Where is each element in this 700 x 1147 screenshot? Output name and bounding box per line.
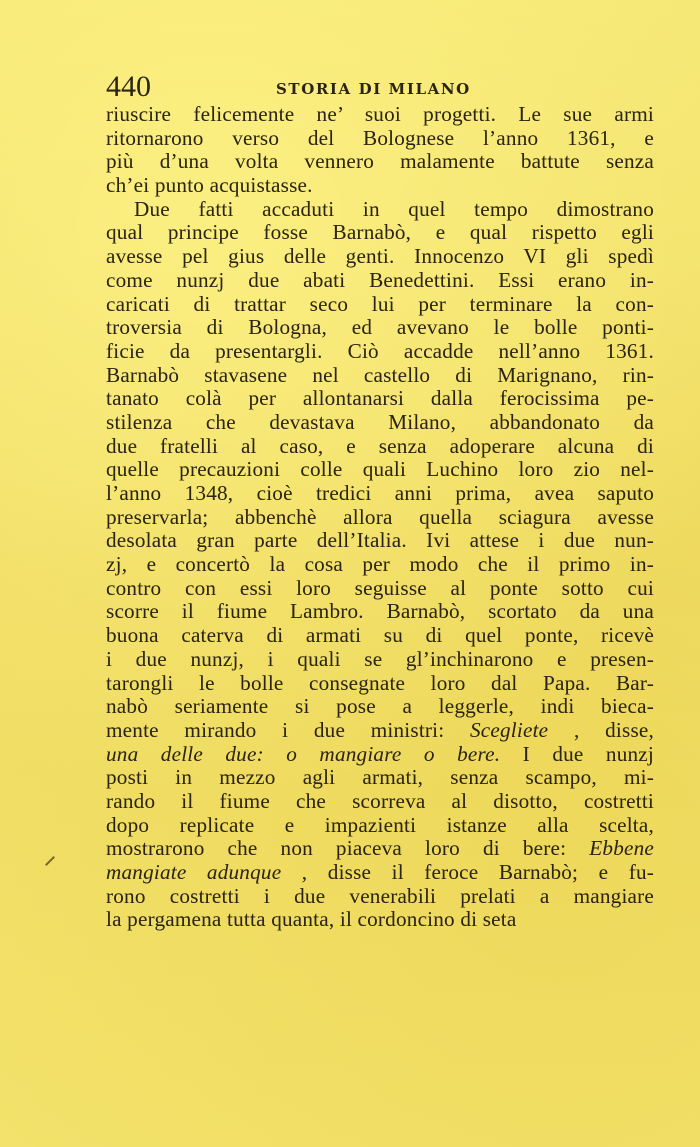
text-line-11: ficie da presentargli. Ciò accadde nell’anno 1361. (106, 338, 654, 363)
body-text (106, 103, 654, 932)
text-line-21: contro con essi loro seguisse al ponte sotto cui (106, 575, 654, 600)
italic-quote-choice: una delle due: o mangiare o bere. (106, 741, 501, 766)
text-line-3: più d’una volta vennero malamente battute senza (106, 149, 654, 174)
italic-ebbene: Ebbene (589, 836, 654, 861)
text-line-15: due fratelli al caso, e senza adoperare alcuna di (106, 433, 654, 458)
text-line-10: troversia di Bologna, ed avevano le bolle ponti- (106, 315, 654, 340)
text-line-34: rono costretti i due venerabili prelati a mangiare (106, 883, 654, 908)
text-line-22: scorre il fiume Lambro. Barnabò, scortato da una (106, 599, 654, 624)
text-line-14: stilenza che devastava Milano, abbandonato da (106, 409, 654, 434)
text-line-2: ritornarono verso del Bolognese l’anno 1361, e (106, 125, 654, 150)
text-line-28 (106, 743, 654, 767)
text-line-13: tanato colà per allontanarsi dalla ferocissima pe- (106, 386, 654, 411)
text-line-19: desolata gran parte dell’Italia. Ivi attese i due nun- (106, 528, 654, 553)
text-line-6: qual principe fosse Barnabò, e qual rispetto egli (106, 220, 654, 245)
italic-mangiate-adunque: mangiate adunque (106, 860, 282, 884)
text-line-18: preservarla; abbenchè allora quella sciagura avesse (106, 504, 654, 529)
text-line-31: dopo replicate e impazienti istanze alla scelta, (106, 812, 654, 837)
text-line-16: quelle precauzioni colle quali Luchino loro zio nel- (106, 457, 654, 482)
text-line-29: posti in mezzo agli armati, senza scampo, mi- (106, 765, 654, 790)
stray-ink-mark (45, 856, 55, 866)
text-line-24: i due nunzj, i quali se gl’inchinarono e presen- (106, 646, 654, 671)
text-line-33 (106, 861, 654, 885)
text-fragment-27b: , disse, (573, 717, 654, 742)
text-line-5: Due fatti accaduti in quel tempo dimostrano (134, 196, 654, 221)
text-line-32 (106, 837, 654, 861)
running-title: STORIA DI MILANO (276, 80, 471, 98)
text-fragment-28: I due nunzj (522, 741, 654, 766)
page-header (106, 70, 654, 104)
text-line-17: l’anno 1348, cioè tredici anni prima, avea saputo (106, 481, 654, 505)
text-line-8: come nunzj due abati Benedettini. Essi erano in- (106, 267, 654, 292)
text-fragment-32: mostrarono che non piaceva loro di bere: (106, 836, 567, 861)
text-fragment-27a: mente mirando i due ministri: (106, 717, 445, 742)
text-line-4: ch’ei punto acquistasse. (106, 173, 313, 198)
text-line-27 (106, 719, 654, 743)
text-line-9: caricati di trattar seco lui per terminare la con- (106, 291, 654, 316)
text-line-23: buona caterva di armati su di quel ponte, ricevè (106, 623, 654, 648)
text-line-26: nabò seriamente si pose a leggerle, indi bieca- (106, 694, 654, 719)
text-line-7: avesse pel gius delle genti. Innocenzo VI gli spedì (106, 244, 654, 269)
page-number: 440 (106, 70, 151, 103)
text-line-1: riuscire felicemente ne’ suoi progetti. Le sue armi (106, 102, 654, 126)
text-line-20: zj, e concertò la cosa per modo che il primo in- (106, 552, 654, 577)
text-line-12: Barnabò stavasene nel castello di Marignano, rin- (106, 362, 654, 387)
text-fragment-33: , disse il feroce Barnabò; e fu- (301, 860, 654, 884)
text-line-35: la pergamena tutta quanta, il cordoncino di seta (106, 907, 517, 932)
text-line-25: tarongli le bolle consegnate loro dal Papa. Bar- (106, 670, 654, 695)
text-line-30: rando il fiume che scorreva al disotto, costretti (106, 788, 654, 813)
italic-scegliete: Scegliete (470, 717, 549, 742)
